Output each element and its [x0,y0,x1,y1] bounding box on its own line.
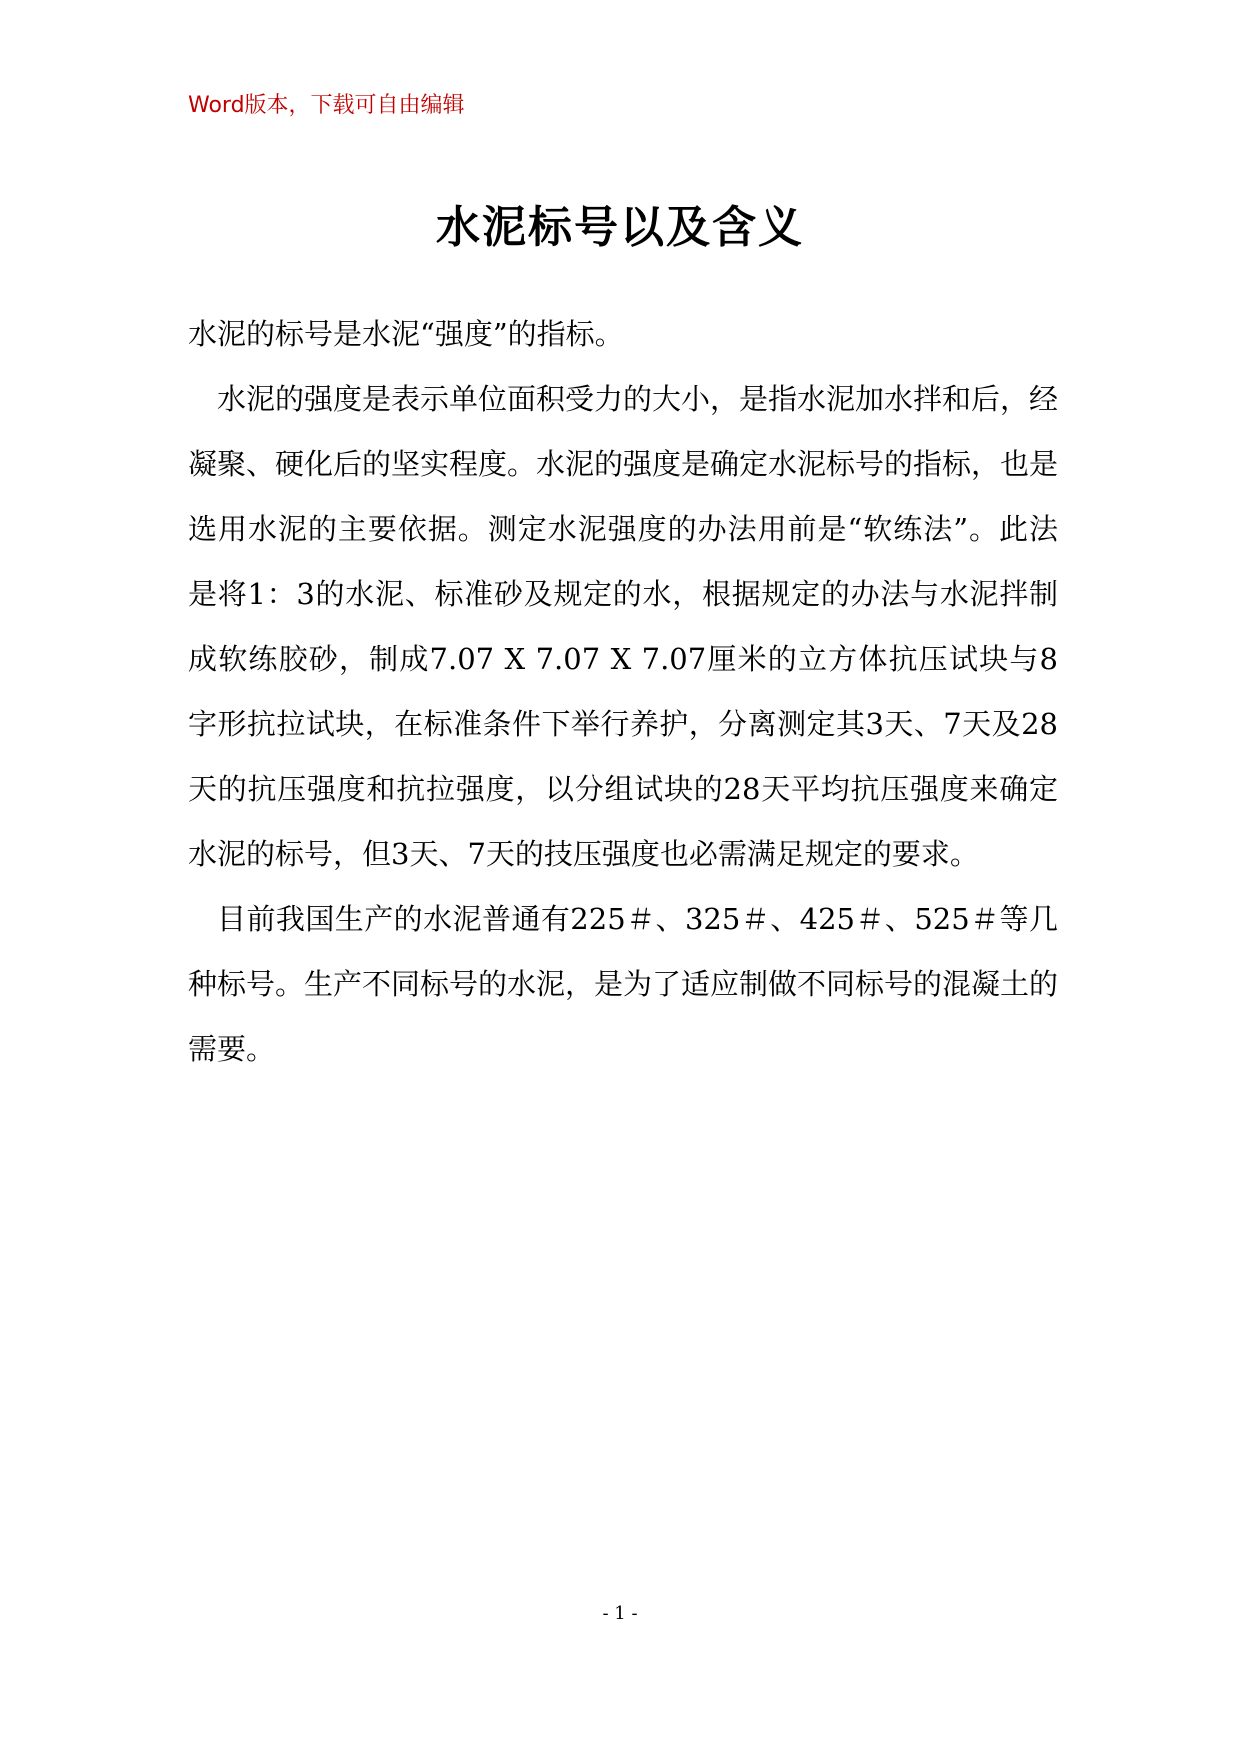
download-watermark: Word版本，下载可自由编辑 [188,93,465,118]
document-title: 水泥标号以及含义 [436,202,804,253]
paragraph-common-grades: 目前我国生产的水泥普通有225＃、325＃、425＃、525＃等几种标号。生产不同标号的水泥，是为了适应制做不同标号的混凝土的需要。 [188,902,1059,1066]
paragraph-intro: 水泥的标号是水泥“强度”的指标。 [188,317,624,351]
paragraph-strength-definition: 水泥的强度是表示单位面积受力的大小，是指水泥加水拌和后，经凝聚、硬化后的坚实程度。水泥的强度是确定水泥标号的指标，也是选用水泥的主要依据。测定水泥强度的办法用前是“软练法”。此法是将1：3的水泥、标准砂及规定的水，根据规定的办法与水泥拌制成软练胶砂，制成7.07 X 7.07 X 7.07厘米的立方体抗压试块与8字形抗拉试块，在标准条件下举行养护，分离测定其3天、7天及28天的抗压强度和抗拉强度，以分组试块的28天平均抗压强度来确定水泥的标号，但3天、7天的技压强度也必需满足规定的要求。 [188,382,1059,871]
document-body [188,302,1058,1082]
page-number: - 1 - [602,1603,638,1624]
